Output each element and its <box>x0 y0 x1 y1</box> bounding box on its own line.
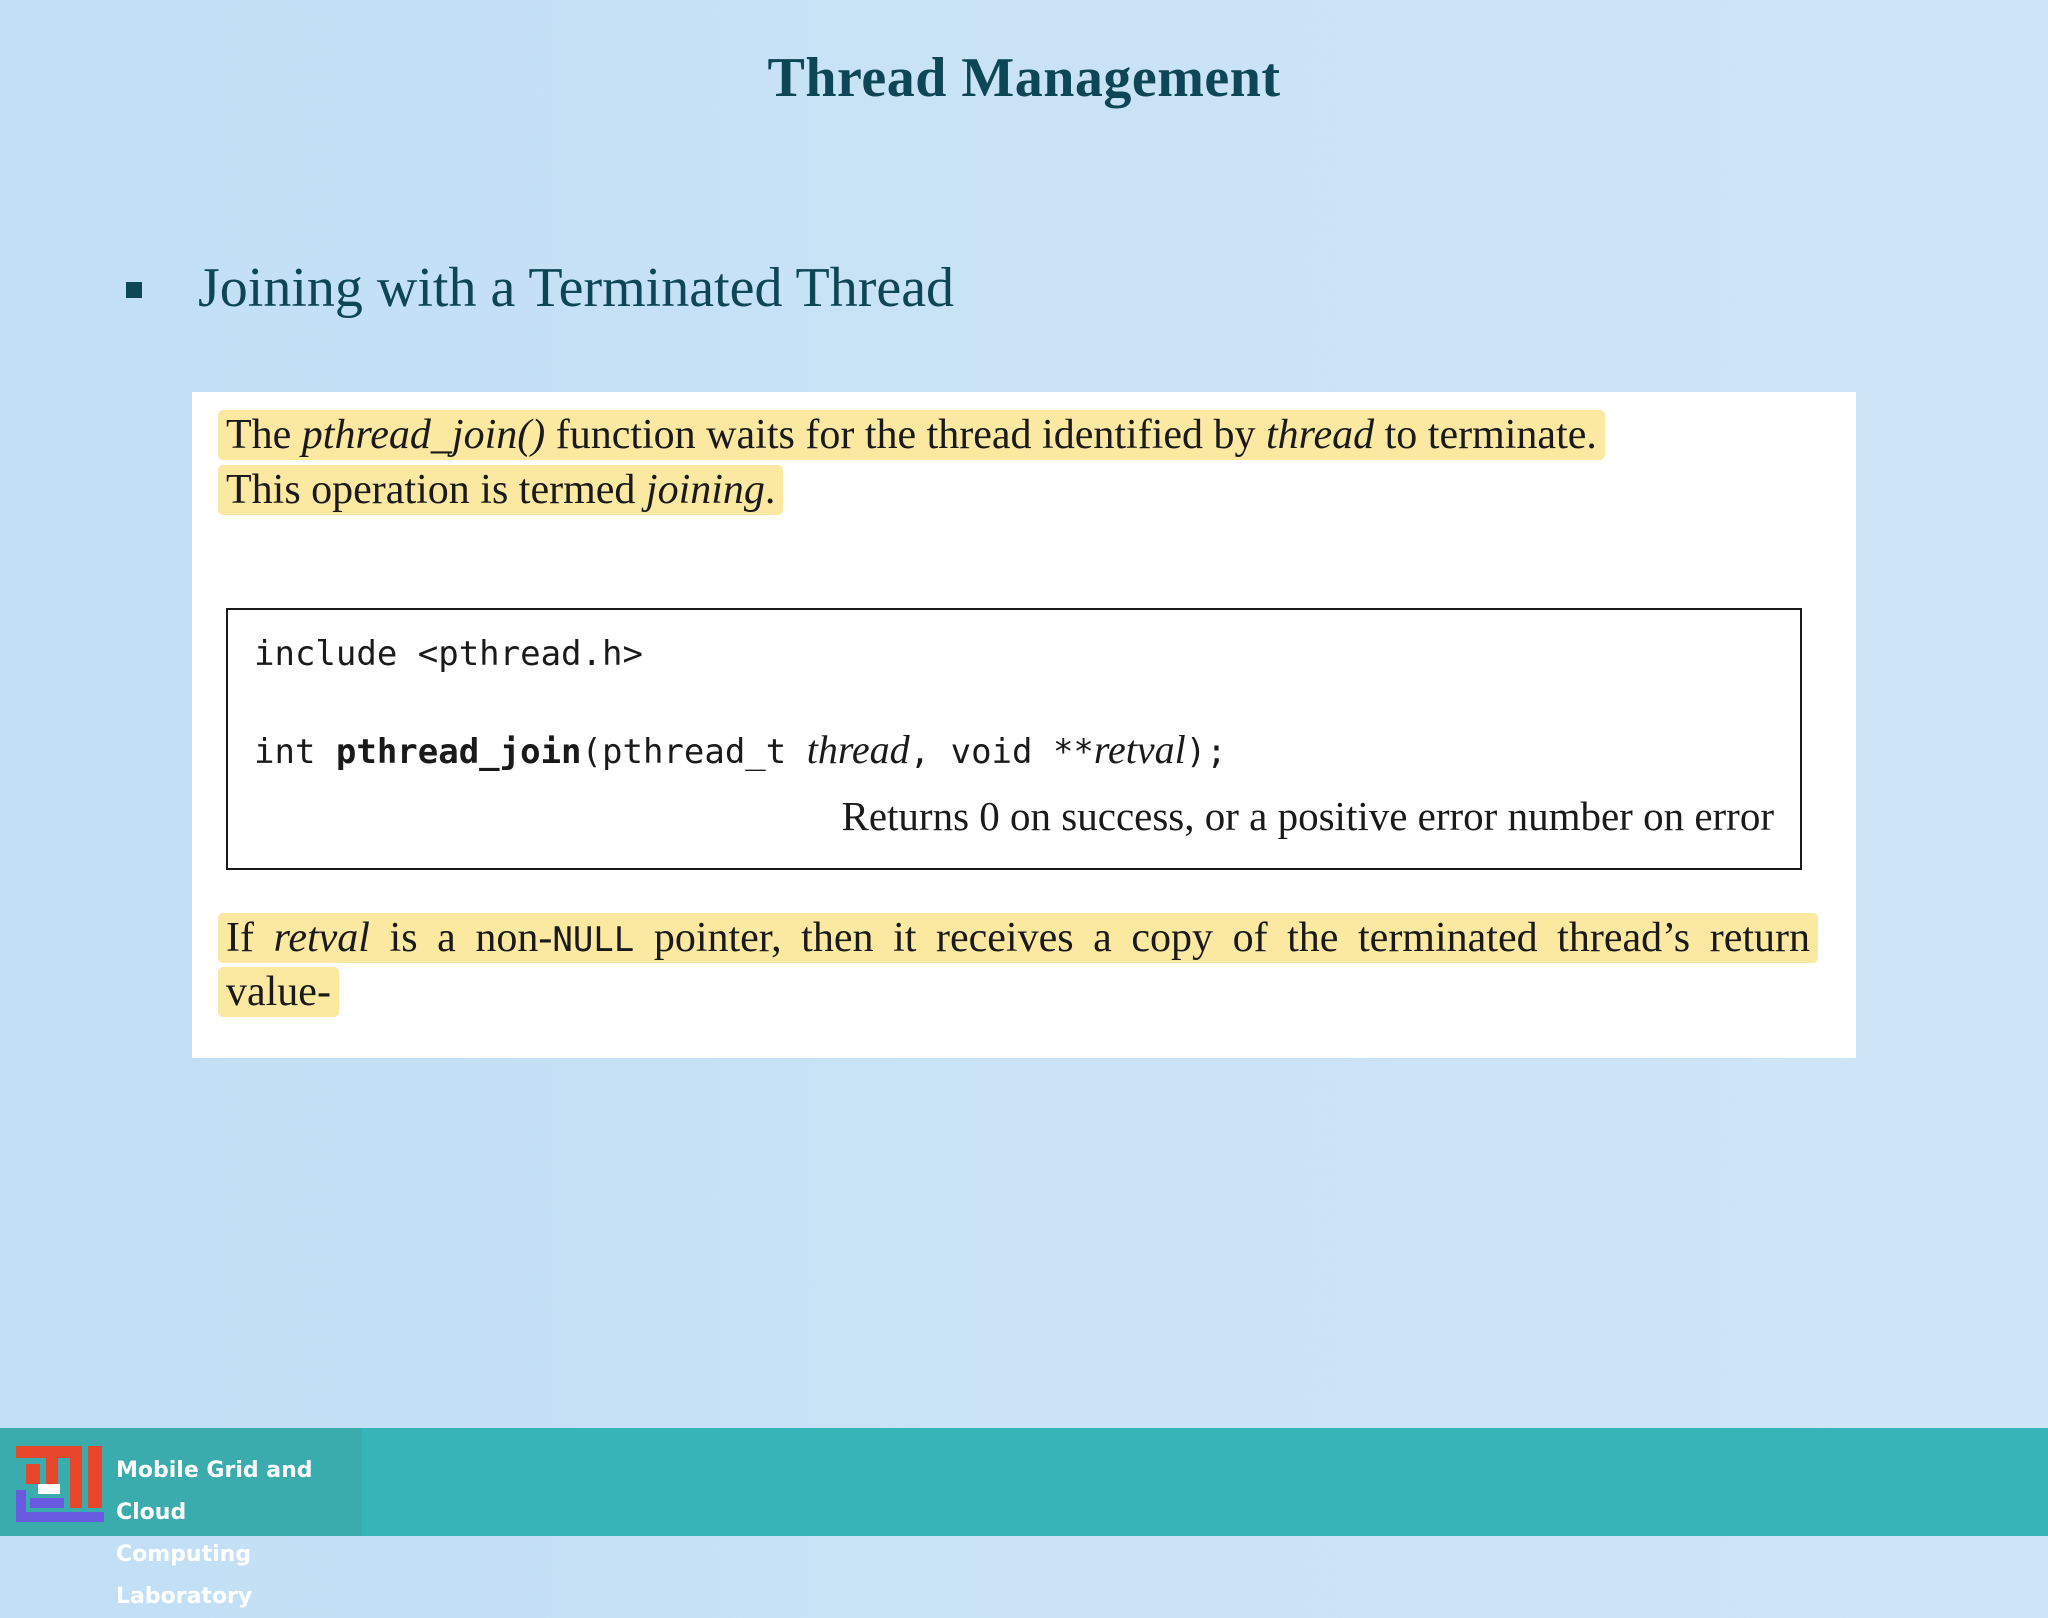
bullet-text: Joining with a Terminated Thread <box>198 257 955 319</box>
highlight: The pthread_join() function waits for the thread identified by thread to terminate. <box>218 410 1605 460</box>
returns-note: Returns 0 on success, or a positive error number on error <box>841 793 1774 839</box>
null-term: NULL <box>552 920 635 960</box>
prototype-line: int pthread_join(pthread_t thread, void **retval); <box>254 727 1227 772</box>
footer-bar <box>0 1428 2048 1609</box>
include-line: include <pthread.h> <box>254 634 643 674</box>
bullet-item <box>126 256 954 320</box>
pthread-join-term: pthread_join() <box>301 412 546 458</box>
joining-term: joining <box>645 467 765 513</box>
retval-term: retval <box>273 915 370 961</box>
highlight: If retval is a non-NULL pointer, then it receives a copy of the terminated thread’s return value- <box>218 913 1818 1017</box>
lab-logo-icon <box>16 1446 104 1522</box>
slide-title: Thread Management <box>767 47 1281 109</box>
function-name: pthread_join <box>335 732 582 772</box>
retval-description <box>218 912 1818 1018</box>
highlight: This operation is termed joining. <box>218 465 783 515</box>
bullet-marker <box>126 282 142 298</box>
retval-param: retval <box>1093 727 1186 772</box>
thread-param: thread <box>806 727 910 772</box>
lab-name-line2: Computing Laboratory <box>116 1542 253 1609</box>
lab-logo-panel <box>0 1428 362 1609</box>
function-signature-box <box>226 608 1802 870</box>
book-excerpt <box>192 392 1856 1058</box>
lab-name <box>116 1450 362 1618</box>
lab-name-line1: Mobile Grid and Cloud <box>116 1458 313 1525</box>
thread-arg-term: thread <box>1266 412 1375 458</box>
join-description <box>218 408 1778 518</box>
